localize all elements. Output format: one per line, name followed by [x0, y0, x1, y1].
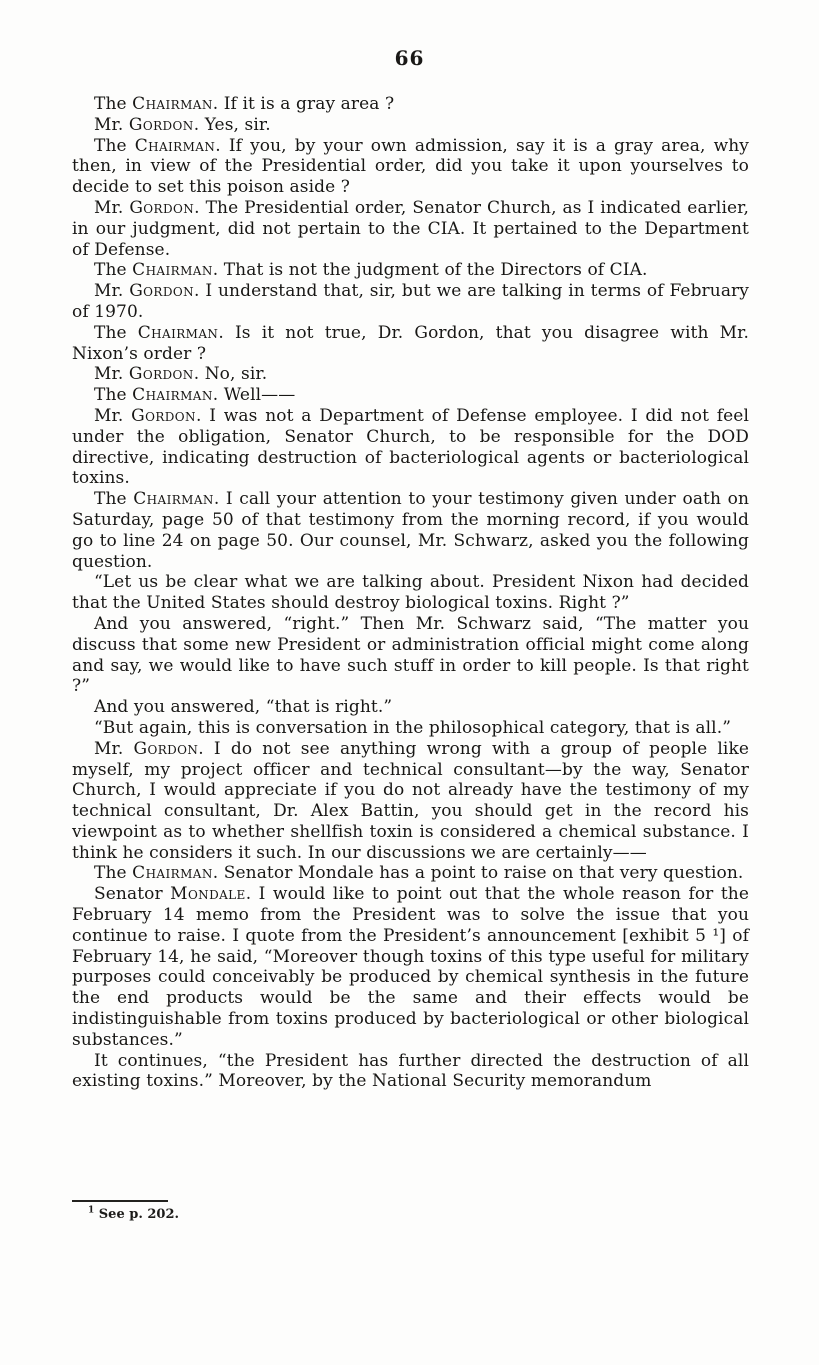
paragraph: Mr. Gordon. Yes, sir. [94, 114, 271, 135]
paragraph: The Chairman. I call your attention to your testimony given under oath on Saturday, page 50 of that testimony from the morning record, if you would go to line 24 on page 50. Our counsel, Mr. Schwarz, asked you the following question. [72, 489, 749, 572]
paragraph: Mr. Gordon. I do not see anything wrong with a group of people like myself, my project officer and technical consultant—by the way, Senator Church, I would appreciate if you do not already have the testimony of my technical consultant, Dr. Alex Battin, you should get in the record his viewpoint as to whether shellfish toxin is considered a chemical substance. I think he considers it such. In our discussions we are certainly—— [72, 738, 750, 863]
footnote [72, 1207, 749, 1223]
paragraph: “Let us be clear what we are talking about. President Nixon had decided that the United States should destroy biological toxins. Right ?” [72, 572, 749, 614]
paragraph: The Chairman. If you, by your own admission, say it is a gray area, why then, in view of the Presidential order, did you take it upon yourselves to decide to set this poison aside ? [72, 135, 749, 198]
paragraph: Mr. Gordon. I was not a Department of Defense employee. I did not feel under the obligation, Senator Church, to be responsible for the DOD directive, indicating destruction of bacteriological agents or bacteriological toxins. [72, 405, 749, 489]
paragraph: “But again, this is conversation in the philosophical category, that is all.” [94, 717, 731, 738]
page-number: 66 [394, 46, 425, 70]
paragraph: Senator Mondale. I would like to point out that the whole reason for the February 14 memo from the President was to solve the issue that you continue to raise. I quote from the President’s announcement [exhibit 5 ¹] of February 14, he said, “Moreover though toxins of this type useful for military purposes could conceivably be produced by chemical synthesis in the future the end products would be the same and their effects would be indistinguishable from toxins produced by bacteriological or other biological substances.” [72, 884, 749, 1050]
speaker-name: Chairman [137, 322, 219, 343]
speaker-name: Chairman [134, 135, 216, 156]
paragraph: It continues, “the President has further directed the destruction of all existing toxins.” Moreover, by the National Security memorandum [72, 1050, 749, 1092]
speaker-name: Gordon [133, 738, 199, 759]
footnote-marker: 1 [88, 1205, 95, 1216]
paragraph: Mr. Gordon. No, sir. [94, 364, 268, 385]
paragraph: The Chairman. Senator Mondale has a point to raise on that very question. [94, 863, 744, 884]
speaker-name: Chairman [133, 489, 214, 510]
paragraph: The Chairman. That is not the judgment of the Directors of CIA. [94, 260, 648, 281]
speaker-name: Gordon [129, 281, 195, 302]
footnote-rule [72, 1200, 168, 1202]
speaker-name: Gordon [129, 197, 195, 218]
paragraph: The Chairman. If it is a gray area ? [94, 94, 395, 114]
speaker-name: Chairman [132, 385, 213, 406]
speaker-name: Gordon [128, 114, 194, 135]
speaker-name: Mondale [170, 884, 246, 905]
paragraph: And you answered, “right.” Then Mr. Schwarz said, “The matter you discuss that some new President or administration official might come along and say, we would like to have such stuff in order to kill people. Is that right ?” [72, 613, 749, 697]
paragraph: The Chairman. Well—— [94, 385, 296, 406]
speaker-name: Gordon [128, 364, 194, 385]
speaker-name: Chairman [132, 260, 213, 281]
transcript [72, 94, 749, 1092]
speaker-name: Chairman [132, 863, 213, 884]
footnote-block [72, 1200, 749, 1223]
speaker-name: Gordon [131, 405, 196, 426]
paragraph: Mr. Gordon. I understand that, sir, but we are talking in terms of February of 1970. [72, 281, 749, 322]
paragraph: And you answered, “that is right.” [94, 697, 393, 718]
paragraph: The Chairman. Is it not true, Dr. Gordon, that you disagree with Mr. Nixon’s order ? [72, 322, 749, 364]
footnote-text: See p. 202. [94, 1207, 180, 1222]
paragraph: Mr. Gordon. The Presidential order, Senator Church, as I indicated earlier, in our judgment, did not pertain to the CIA. It pertained to the Department of Defense. [72, 197, 750, 260]
speaker-name: Chairman [132, 94, 213, 114]
